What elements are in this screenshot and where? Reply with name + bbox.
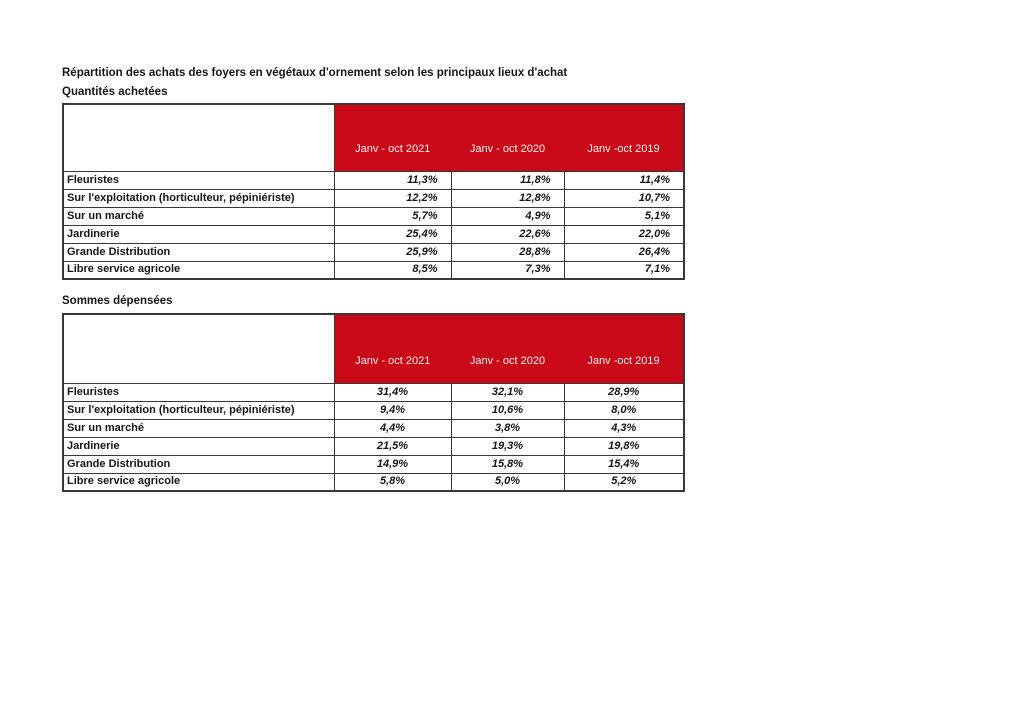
column-header-2020: Janv - oct 2020 bbox=[451, 314, 564, 383]
corner-cell bbox=[63, 314, 334, 383]
table-row bbox=[63, 225, 684, 243]
cell-value: 8,0% bbox=[564, 401, 684, 419]
table-row bbox=[63, 207, 684, 225]
cell-value: 19,8% bbox=[564, 437, 684, 455]
cell-value: 3,8% bbox=[451, 419, 564, 437]
table-row bbox=[63, 473, 684, 491]
table-row bbox=[63, 419, 684, 437]
cell-value: 7,1% bbox=[564, 261, 684, 279]
cell-value: 9,4% bbox=[334, 401, 451, 419]
table-row bbox=[63, 261, 684, 279]
row-label: Sur l'exploitation (horticulteur, pépiniériste) bbox=[63, 401, 334, 419]
cell-value: 21,5% bbox=[334, 437, 451, 455]
cell-value: 5,0% bbox=[451, 473, 564, 491]
cell-value: 25,4% bbox=[334, 225, 451, 243]
cell-value: 10,6% bbox=[451, 401, 564, 419]
row-label: Sur un marché bbox=[63, 207, 334, 225]
cell-value: 19,3% bbox=[451, 437, 564, 455]
row-label: Fleuristes bbox=[63, 383, 334, 401]
cell-value: 8,5% bbox=[334, 261, 451, 279]
quantities-table-subtitle: Quantités achetées bbox=[62, 86, 168, 98]
sums-table bbox=[62, 313, 685, 492]
cell-value: 32,1% bbox=[451, 383, 564, 401]
cell-value: 25,9% bbox=[334, 243, 451, 261]
cell-value: 10,7% bbox=[564, 189, 684, 207]
table-row bbox=[63, 189, 684, 207]
table-row bbox=[63, 401, 684, 419]
cell-value: 15,4% bbox=[564, 455, 684, 473]
row-label: Libre service agricole bbox=[63, 473, 334, 491]
cell-value: 11,3% bbox=[334, 171, 451, 189]
row-label: Grande Distribution bbox=[63, 243, 334, 261]
cell-value: 7,3% bbox=[451, 261, 564, 279]
cell-value: 31,4% bbox=[334, 383, 451, 401]
cell-value: 5,8% bbox=[334, 473, 451, 491]
row-label: Grande Distribution bbox=[63, 455, 334, 473]
corner-cell bbox=[63, 104, 334, 171]
row-label: Jardinerie bbox=[63, 225, 334, 243]
cell-value: 4,4% bbox=[334, 419, 451, 437]
quantities-table bbox=[62, 103, 685, 280]
cell-value: 5,1% bbox=[564, 207, 684, 225]
cell-value: 28,9% bbox=[564, 383, 684, 401]
table-row bbox=[63, 171, 684, 189]
sums-table-subtitle: Sommes dépensées bbox=[62, 295, 173, 307]
row-label: Jardinerie bbox=[63, 437, 334, 455]
sums-header-row bbox=[63, 314, 684, 383]
column-header-2021: Janv - oct 2021 bbox=[334, 314, 451, 383]
row-label: Sur l'exploitation (horticulteur, pépiniériste) bbox=[63, 189, 334, 207]
page-title: Répartition des achats des foyers en végétaux d'ornement selon les principaux lieux d'achat bbox=[62, 67, 568, 79]
table-row bbox=[63, 383, 684, 401]
table-row bbox=[63, 437, 684, 455]
cell-value: 4,3% bbox=[564, 419, 684, 437]
cell-value: 12,8% bbox=[451, 189, 564, 207]
cell-value: 26,4% bbox=[564, 243, 684, 261]
cell-value: 11,8% bbox=[451, 171, 564, 189]
row-label: Libre service agricole bbox=[63, 261, 334, 279]
column-header-2021: Janv - oct 2021 bbox=[334, 104, 451, 171]
cell-value: 5,7% bbox=[334, 207, 451, 225]
table-row bbox=[63, 455, 684, 473]
cell-value: 22,6% bbox=[451, 225, 564, 243]
cell-value: 12,2% bbox=[334, 189, 451, 207]
row-label: Sur un marché bbox=[63, 419, 334, 437]
quantities-header-row bbox=[63, 104, 684, 171]
cell-value: 14,9% bbox=[334, 455, 451, 473]
table-row bbox=[63, 243, 684, 261]
row-label: Fleuristes bbox=[63, 171, 334, 189]
cell-value: 28,8% bbox=[451, 243, 564, 261]
cell-value: 5,2% bbox=[564, 473, 684, 491]
column-header-2019: Janv -oct 2019 bbox=[564, 104, 684, 171]
cell-value: 15,8% bbox=[451, 455, 564, 473]
cell-value: 4,9% bbox=[451, 207, 564, 225]
cell-value: 22,0% bbox=[564, 225, 684, 243]
cell-value: 11,4% bbox=[564, 171, 684, 189]
column-header-2020: Janv - oct 2020 bbox=[451, 104, 564, 171]
column-header-2019: Janv -oct 2019 bbox=[564, 314, 684, 383]
